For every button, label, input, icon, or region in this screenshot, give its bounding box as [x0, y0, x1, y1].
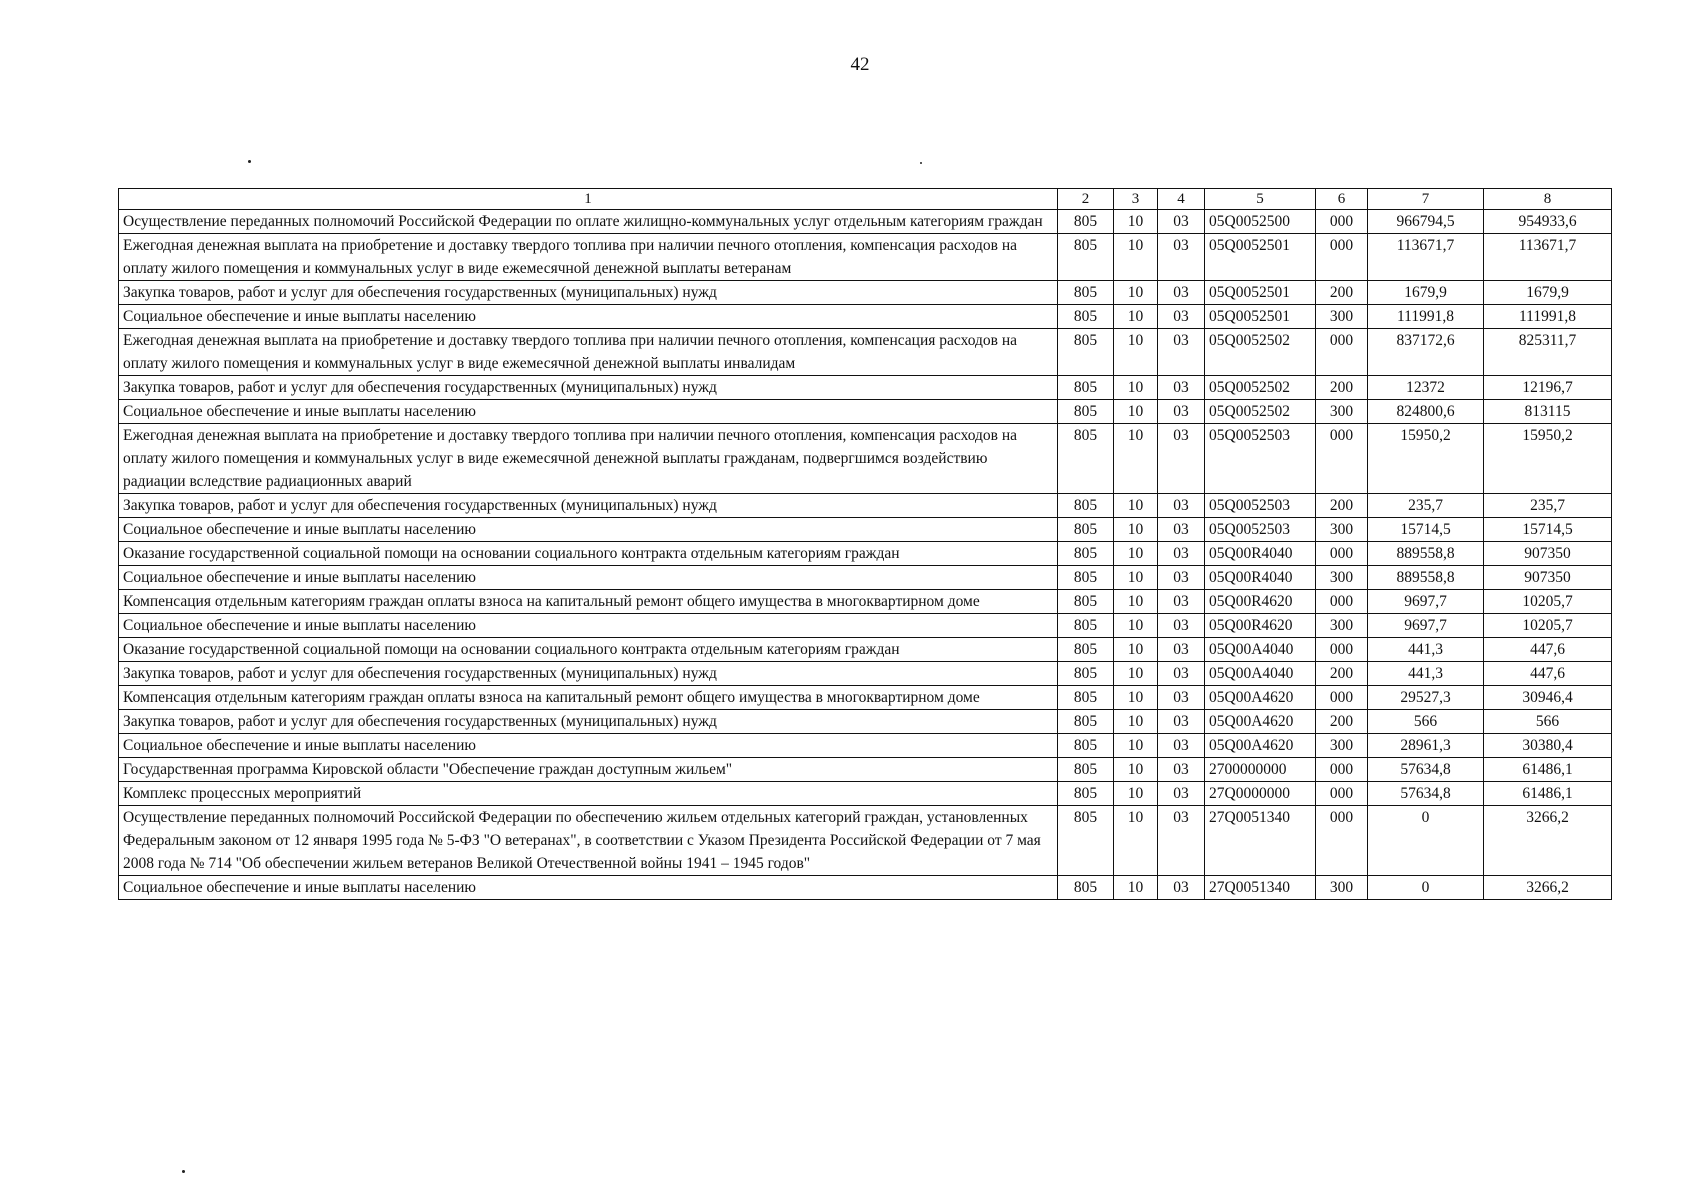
row-col-8: 61486,1	[1484, 758, 1612, 782]
row-col-2: 805	[1058, 758, 1114, 782]
row-col-3: 10	[1114, 782, 1158, 806]
row-col-4: 03	[1158, 210, 1205, 234]
row-col-2: 805	[1058, 876, 1114, 900]
row-col-7: 889558,8	[1368, 566, 1484, 590]
row-description: Социальное обеспечение и иные выплаты населению	[119, 305, 1058, 329]
row-col-3: 10	[1114, 566, 1158, 590]
row-col-6: 200	[1316, 662, 1368, 686]
row-description: Социальное обеспечение и иные выплаты населению	[119, 400, 1058, 424]
row-col-2: 805	[1058, 590, 1114, 614]
row-col-8: 15950,2	[1484, 424, 1612, 494]
col-header: 1	[119, 189, 1058, 210]
row-col-5: 05Q0052501	[1205, 281, 1316, 305]
row-col-5: 05Q0052501	[1205, 234, 1316, 281]
row-col-6: 200	[1316, 494, 1368, 518]
row-col-5: 05Q00A4620	[1205, 734, 1316, 758]
row-description: Ежегодная денежная выплата на приобретение и доставку твердого топлива при наличии печного отопления, компенсация расходов на оплату жилого помещения и коммунальных услуг в виде ежемесячной денежной выплаты ветеранам	[119, 234, 1058, 281]
row-col-5: 05Q00A4040	[1205, 662, 1316, 686]
row-col-7: 824800,6	[1368, 400, 1484, 424]
row-col-7: 111991,8	[1368, 305, 1484, 329]
row-col-2: 805	[1058, 234, 1114, 281]
row-col-2: 805	[1058, 734, 1114, 758]
table-row	[119, 281, 1612, 305]
row-col-5: 05Q0052502	[1205, 376, 1316, 400]
row-col-8: 235,7	[1484, 494, 1612, 518]
row-description: Ежегодная денежная выплата на приобретение и доставку твердого топлива при наличии печного отопления, компенсация расходов на оплату жилого помещения и коммунальных услуг в виде ежемесячной денежной выплаты инвалидам	[119, 329, 1058, 376]
row-col-4: 03	[1158, 424, 1205, 494]
row-col-8: 30380,4	[1484, 734, 1612, 758]
row-col-3: 10	[1114, 494, 1158, 518]
row-col-8: 10205,7	[1484, 614, 1612, 638]
table-row	[119, 566, 1612, 590]
row-col-8: 825311,7	[1484, 329, 1612, 376]
row-description: Оказание государственной социальной помощи на основании социального контракта отдельным категориям граждан	[119, 542, 1058, 566]
table-row	[119, 210, 1612, 234]
row-col-5: 05Q0052500	[1205, 210, 1316, 234]
row-col-3: 10	[1114, 734, 1158, 758]
row-col-4: 03	[1158, 782, 1205, 806]
row-description: Социальное обеспечение и иные выплаты населению	[119, 734, 1058, 758]
row-col-3: 10	[1114, 424, 1158, 494]
row-col-7: 837172,6	[1368, 329, 1484, 376]
col-header: 5	[1205, 189, 1316, 210]
row-col-6: 000	[1316, 234, 1368, 281]
row-description: Оказание государственной социальной помощи на основании социального контракта отдельным категориям граждан	[119, 638, 1058, 662]
table-row	[119, 424, 1612, 494]
row-col-4: 03	[1158, 734, 1205, 758]
row-col-7: 235,7	[1368, 494, 1484, 518]
row-col-3: 10	[1114, 662, 1158, 686]
row-col-2: 805	[1058, 566, 1114, 590]
scan-speck	[182, 1170, 185, 1173]
row-col-4: 03	[1158, 376, 1205, 400]
row-col-5: 05Q0052503	[1205, 518, 1316, 542]
row-col-5: 27Q0051340	[1205, 806, 1316, 876]
row-col-7: 12372	[1368, 376, 1484, 400]
scan-speck	[248, 160, 251, 163]
row-col-2: 805	[1058, 662, 1114, 686]
row-col-4: 03	[1158, 614, 1205, 638]
row-col-5: 27Q0000000	[1205, 782, 1316, 806]
row-col-3: 10	[1114, 518, 1158, 542]
row-description: Закупка товаров, работ и услуг для обеспечения государственных (муниципальных) нужд	[119, 376, 1058, 400]
budget-table	[118, 188, 1612, 900]
row-col-3: 10	[1114, 329, 1158, 376]
row-col-3: 10	[1114, 234, 1158, 281]
row-description: Закупка товаров, работ и услуг для обеспечения государственных (муниципальных) нужд	[119, 494, 1058, 518]
row-col-4: 03	[1158, 518, 1205, 542]
row-col-3: 10	[1114, 710, 1158, 734]
row-col-2: 805	[1058, 518, 1114, 542]
row-col-5: 05Q0052503	[1205, 494, 1316, 518]
row-description: Государственная программа Кировской области "Обеспечение граждан доступным жильем"	[119, 758, 1058, 782]
row-col-7: 441,3	[1368, 638, 1484, 662]
row-col-7: 9697,7	[1368, 614, 1484, 638]
row-description: Закупка товаров, работ и услуг для обеспечения государственных (муниципальных) нужд	[119, 281, 1058, 305]
row-col-4: 03	[1158, 400, 1205, 424]
row-col-2: 805	[1058, 305, 1114, 329]
row-col-3: 10	[1114, 376, 1158, 400]
row-description: Закупка товаров, работ и услуг для обеспечения государственных (муниципальных) нужд	[119, 662, 1058, 686]
row-col-2: 805	[1058, 638, 1114, 662]
row-col-8: 1679,9	[1484, 281, 1612, 305]
row-col-5: 05Q00A4620	[1205, 686, 1316, 710]
table-row	[119, 662, 1612, 686]
row-col-3: 10	[1114, 542, 1158, 566]
row-description: Социальное обеспечение и иные выплаты населению	[119, 614, 1058, 638]
row-description: Закупка товаров, работ и услуг для обеспечения государственных (муниципальных) нужд	[119, 710, 1058, 734]
row-description: Ежегодная денежная выплата на приобретение и доставку твердого топлива при наличии печного отопления, компенсация расходов на оплату жилого помещения и коммунальных услуг в виде ежемесячной денежной выплаты гражданам, подвергшимся воздействию радиации вследствие радиационных аварий	[119, 424, 1058, 494]
row-col-3: 10	[1114, 590, 1158, 614]
row-col-5: 05Q00A4620	[1205, 710, 1316, 734]
row-col-3: 10	[1114, 638, 1158, 662]
row-col-8: 3266,2	[1484, 876, 1612, 900]
header-row	[119, 189, 1612, 210]
row-col-8: 907350	[1484, 566, 1612, 590]
table-row	[119, 806, 1612, 876]
row-col-7: 15950,2	[1368, 424, 1484, 494]
row-description: Осуществление переданных полномочий Российской Федерации по оплате жилищно-коммунальных услуг отдельным категориям граждан	[119, 210, 1058, 234]
row-col-6: 000	[1316, 329, 1368, 376]
row-col-5: 05Q0052502	[1205, 400, 1316, 424]
row-col-8: 61486,1	[1484, 782, 1612, 806]
table-row	[119, 305, 1612, 329]
table-row	[119, 782, 1612, 806]
table-row	[119, 614, 1612, 638]
row-col-2: 805	[1058, 542, 1114, 566]
row-col-4: 03	[1158, 542, 1205, 566]
table-row	[119, 876, 1612, 900]
row-col-2: 805	[1058, 376, 1114, 400]
row-col-3: 10	[1114, 400, 1158, 424]
row-col-6: 200	[1316, 710, 1368, 734]
row-col-3: 10	[1114, 758, 1158, 782]
row-col-2: 805	[1058, 400, 1114, 424]
row-col-4: 03	[1158, 494, 1205, 518]
row-col-5: 05Q00R4040	[1205, 566, 1316, 590]
row-col-4: 03	[1158, 234, 1205, 281]
row-col-4: 03	[1158, 638, 1205, 662]
row-col-6: 300	[1316, 876, 1368, 900]
row-col-8: 113671,7	[1484, 234, 1612, 281]
col-header: 4	[1158, 189, 1205, 210]
row-col-6: 000	[1316, 210, 1368, 234]
row-col-7: 0	[1368, 806, 1484, 876]
row-col-5: 27Q0051340	[1205, 876, 1316, 900]
row-col-8: 813115	[1484, 400, 1612, 424]
row-col-7: 9697,7	[1368, 590, 1484, 614]
row-col-2: 805	[1058, 614, 1114, 638]
row-col-2: 805	[1058, 494, 1114, 518]
row-col-4: 03	[1158, 305, 1205, 329]
row-col-4: 03	[1158, 329, 1205, 376]
table-row	[119, 686, 1612, 710]
row-col-3: 10	[1114, 614, 1158, 638]
row-col-4: 03	[1158, 686, 1205, 710]
col-header: 7	[1368, 189, 1484, 210]
col-header: 6	[1316, 189, 1368, 210]
table-row	[119, 234, 1612, 281]
table-row	[119, 494, 1612, 518]
row-description: Компенсация отдельным категориям граждан оплаты взноса на капитальный ремонт общего имущества в многоквартирном доме	[119, 686, 1058, 710]
row-col-7: 889558,8	[1368, 542, 1484, 566]
row-col-6: 300	[1316, 614, 1368, 638]
row-col-5: 05Q00R4620	[1205, 590, 1316, 614]
row-col-8: 10205,7	[1484, 590, 1612, 614]
row-col-6: 000	[1316, 782, 1368, 806]
row-col-2: 805	[1058, 210, 1114, 234]
row-col-2: 805	[1058, 424, 1114, 494]
row-col-7: 1679,9	[1368, 281, 1484, 305]
row-col-6: 300	[1316, 566, 1368, 590]
row-col-8: 30946,4	[1484, 686, 1612, 710]
row-description: Комплекс процессных мероприятий	[119, 782, 1058, 806]
row-col-6: 000	[1316, 542, 1368, 566]
row-col-6: 000	[1316, 638, 1368, 662]
table-row	[119, 329, 1612, 376]
row-col-6: 000	[1316, 590, 1368, 614]
row-col-4: 03	[1158, 876, 1205, 900]
row-col-8: 12196,7	[1484, 376, 1612, 400]
row-col-3: 10	[1114, 686, 1158, 710]
col-header: 8	[1484, 189, 1612, 210]
row-col-7: 15714,5	[1368, 518, 1484, 542]
row-col-8: 15714,5	[1484, 518, 1612, 542]
table-row	[119, 518, 1612, 542]
row-col-4: 03	[1158, 806, 1205, 876]
table-row	[119, 542, 1612, 566]
row-col-5: 05Q00A4040	[1205, 638, 1316, 662]
row-col-8: 111991,8	[1484, 305, 1612, 329]
table-row	[119, 710, 1612, 734]
table-row	[119, 758, 1612, 782]
row-col-7: 441,3	[1368, 662, 1484, 686]
row-col-3: 10	[1114, 281, 1158, 305]
row-col-7: 566	[1368, 710, 1484, 734]
row-col-4: 03	[1158, 758, 1205, 782]
table-row	[119, 638, 1612, 662]
row-col-2: 805	[1058, 710, 1114, 734]
table-row	[119, 400, 1612, 424]
row-col-2: 805	[1058, 281, 1114, 305]
row-col-2: 805	[1058, 782, 1114, 806]
row-col-3: 10	[1114, 876, 1158, 900]
col-header: 3	[1114, 189, 1158, 210]
row-col-5: 05Q0052502	[1205, 329, 1316, 376]
row-col-7: 0	[1368, 876, 1484, 900]
row-col-6: 000	[1316, 806, 1368, 876]
row-col-5: 05Q00R4040	[1205, 542, 1316, 566]
page-number: 42	[850, 54, 870, 75]
row-col-7: 113671,7	[1368, 234, 1484, 281]
row-col-8: 447,6	[1484, 662, 1612, 686]
row-col-8: 954933,6	[1484, 210, 1612, 234]
row-col-8: 907350	[1484, 542, 1612, 566]
row-col-4: 03	[1158, 566, 1205, 590]
row-col-6: 200	[1316, 281, 1368, 305]
col-header: 2	[1058, 189, 1114, 210]
row-description: Социальное обеспечение и иные выплаты населению	[119, 876, 1058, 900]
row-description: Компенсация отдельным категориям граждан оплаты взноса на капитальный ремонт общего имущества в многоквартирном доме	[119, 590, 1058, 614]
row-col-4: 03	[1158, 710, 1205, 734]
row-col-5: 05Q0052501	[1205, 305, 1316, 329]
row-col-8: 3266,2	[1484, 806, 1612, 876]
row-col-3: 10	[1114, 305, 1158, 329]
row-col-8: 566	[1484, 710, 1612, 734]
row-col-5: 2700000000	[1205, 758, 1316, 782]
row-col-2: 805	[1058, 806, 1114, 876]
row-col-3: 10	[1114, 210, 1158, 234]
row-col-7: 29527,3	[1368, 686, 1484, 710]
row-col-6: 300	[1316, 518, 1368, 542]
row-col-8: 447,6	[1484, 638, 1612, 662]
row-col-5: 05Q00R4620	[1205, 614, 1316, 638]
row-col-6: 000	[1316, 424, 1368, 494]
row-col-7: 57634,8	[1368, 782, 1484, 806]
row-description: Осуществление переданных полномочий Российской Федерации по обеспечению жильем отдельных категорий граждан, установленных Федеральным законом от 12 января 1995 года № 5-ФЗ "О ветеранах", в соответствии с Указом Президента Российской Федерации от 7 мая 2008 года № 714 "Об обеспечении жильем ветеранов Великой Отечественной войны 1941 – 1945 годов"	[119, 806, 1058, 876]
row-col-6: 000	[1316, 758, 1368, 782]
row-col-2: 805	[1058, 329, 1114, 376]
row-col-7: 966794,5	[1368, 210, 1484, 234]
row-col-4: 03	[1158, 281, 1205, 305]
table-row	[119, 734, 1612, 758]
row-col-6: 000	[1316, 686, 1368, 710]
row-col-6: 300	[1316, 305, 1368, 329]
row-description: Социальное обеспечение и иные выплаты населению	[119, 518, 1058, 542]
scan-speck	[920, 162, 922, 164]
row-col-6: 300	[1316, 400, 1368, 424]
row-col-4: 03	[1158, 662, 1205, 686]
row-col-3: 10	[1114, 806, 1158, 876]
table-row	[119, 376, 1612, 400]
row-col-6: 200	[1316, 376, 1368, 400]
row-description: Социальное обеспечение и иные выплаты населению	[119, 566, 1058, 590]
row-col-7: 57634,8	[1368, 758, 1484, 782]
row-col-6: 300	[1316, 734, 1368, 758]
row-col-7: 28961,3	[1368, 734, 1484, 758]
row-col-4: 03	[1158, 590, 1205, 614]
row-col-2: 805	[1058, 686, 1114, 710]
table-row	[119, 590, 1612, 614]
row-col-5: 05Q0052503	[1205, 424, 1316, 494]
